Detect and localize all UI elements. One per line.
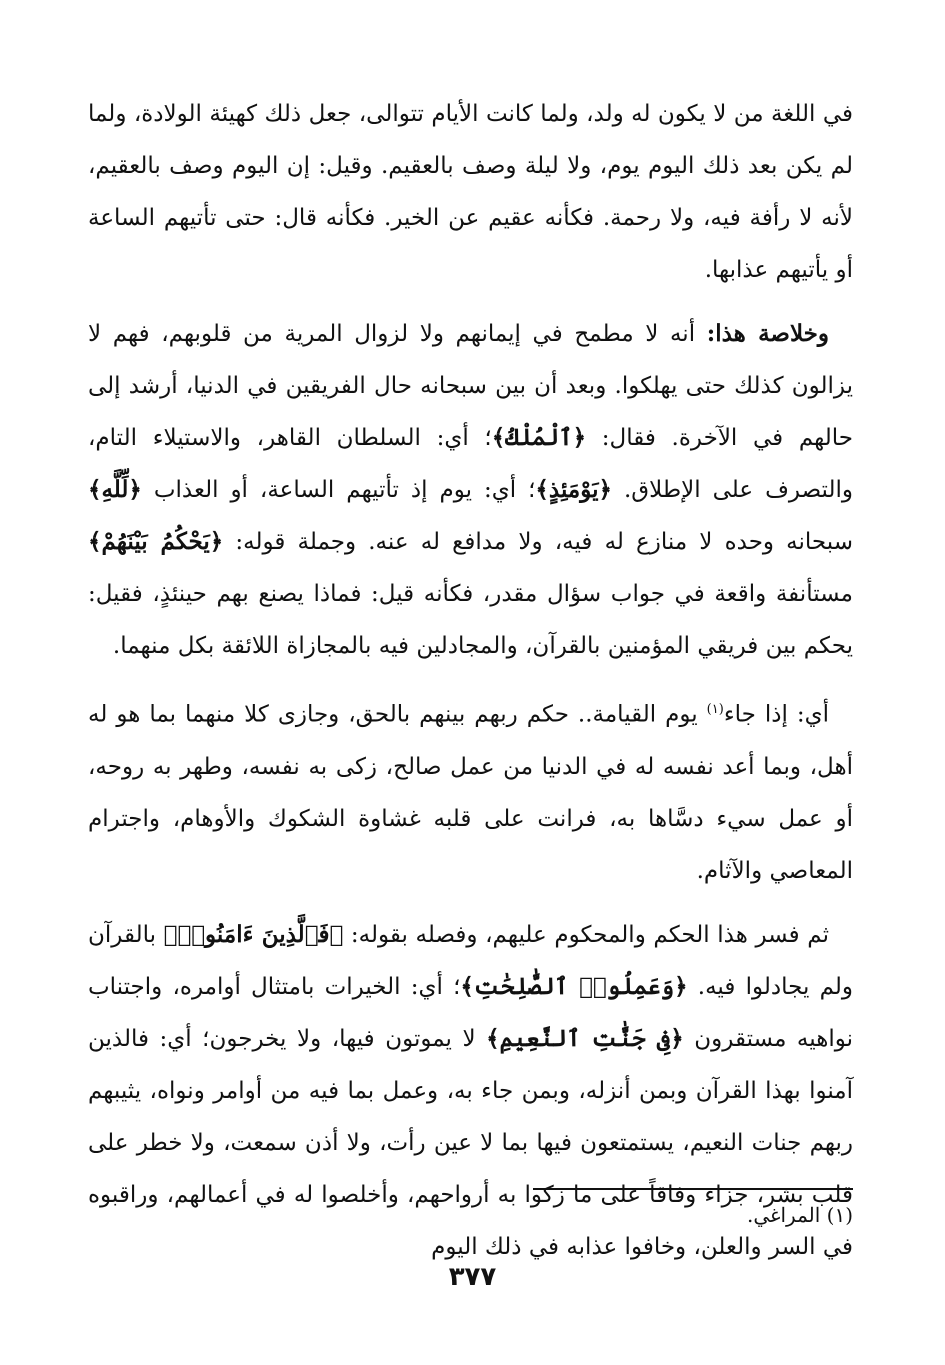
paragraph-4-text-c: ؛ أي: الخيرات بامتثال أوامره، واجتناب نواهيه مستقرون	[88, 973, 853, 1052]
paragraph-1-text: في اللغة من لا يكون له ولد، ولما كانت الأيام تتوالى، جعل ذلك كهيئة الولادة، ولما لم يكن بعد ذلك اليوم يوم، ولا ليلة وصف بالعقيم. وقيل: إن اليوم وصف بالعقيم، لأنه لا رأفة فيه، ولا رحمة. فكأنه عقيم عن الخير. فكأنه قال: حتى تأتيهم الساعة أو يأتيهم عذابها.	[88, 101, 853, 283]
footnote-marker[interactable]: (١)	[706, 702, 724, 717]
quran-quote: ﴿يَوْمَئِذٍ﴾	[535, 476, 612, 503]
footnote-divider	[533, 1188, 853, 1190]
page-number: ٣٧٧	[448, 1262, 497, 1292]
paragraph-4-text-a: ثم فسر هذا الحكم والمحكوم عليهم، وفصله بقوله:	[343, 921, 829, 948]
paragraph-2-text-b: ؛ أي: السلطان القاهر، والاستيلاء التام، والتصرف على الإطلاق.	[88, 425, 854, 503]
paragraph-3-text-a: أي: إذا جاء	[723, 701, 829, 728]
paragraph-2-text-c: ؛ أي: يوم إذ تأتيهم الساعة، أو العذاب	[141, 477, 536, 503]
summary-lead: وخلاصة هذا:	[706, 320, 829, 347]
paragraph-2	[88, 308, 853, 672]
paragraph-2-text-a: أنه لا مطمح في إيمانهم ولا لزوال المرية من قلوبهم، فهم لا يزالون كذلك حتى يهلكوا. وبعد أن بين سبحانه حال الفريقين في الدنيا، أرشد إلى حالهم في الآخرة. فقال:	[88, 321, 853, 451]
paragraph-4	[88, 909, 853, 1273]
quran-quote: ﴿ٱلْمُلْكُ﴾	[491, 424, 587, 451]
paragraph-4-text-b: بالقرآن ولم يجادلوا فيه.	[88, 921, 853, 1000]
paragraph-4-text-d: لا يموتون فيها، ولا يخرجون؛ أي: فالذين آمنوا بهذا القرآن وبمن أنزله، وبمن جاء به، وعمل بما فيه من أوامر ونواه، يثيبهم ربهم جنات النعيم، يستمتعون فيها بما لا عين رأت، ولا أذن سمعت، ولا خطر على قلب بشر، جزاء وفاقاً على ما زكوا به أرواحهم، وأخلصوا له في أعمالهم، وراقبوه في السر والعلن، وخافوا عذابه في ذلك اليوم	[88, 1025, 853, 1260]
quran-quote: ﴿يَحْكُمُ بَيْنَهُمْ﴾	[88, 528, 224, 555]
paragraph-3-text-b: يوم القيامة.. حكم ربهم بينهم بالحق، وجازى كلا منهما بما هو له أهل، وبما أعد نفسه له في الدنيا من عمل صالح، زكى به نفسه، وطهر به روحه، أو عمل سيء دسَّاها به، فرانت على قلبه غشاوة الشكوك والأوهام، واجترام المعاصي والآثام.	[88, 701, 853, 884]
quran-quote: ﴿فِى جَنَّٰتِ ٱلنَّعِيمِ﴾	[486, 1024, 684, 1052]
quran-quote: ﴿وَعَمِلُوا۟ ٱلصَّٰلِحَٰتِ﴾	[460, 972, 688, 1000]
paragraph-3	[88, 684, 853, 897]
page-body	[88, 88, 853, 1285]
quran-quote: ﴿لِّلَّهِ﴾	[88, 476, 142, 503]
paragraph-2-text-e: مستأنفة واقعة في جواب سؤال مقدر، فكأنه قيل: فماذا يصنع بهم حينئذٍ، فقيل: يحكم بين فريقي المؤمنين بالقرآن، والمجادلين فيه بالمجازاة اللائقة بكل منهما.	[88, 581, 853, 659]
footnote: (١) المراغي.	[746, 1203, 853, 1227]
paragraph-1	[88, 88, 853, 296]
quran-quote: ﴿فَٱلَّذِينَ ءَامَنُوا۟﴾	[163, 920, 344, 948]
paragraph-2-text-d: سبحانه وحده لا منازع له فيه، ولا مدافع له عنه. وجملة قوله:	[223, 529, 853, 555]
